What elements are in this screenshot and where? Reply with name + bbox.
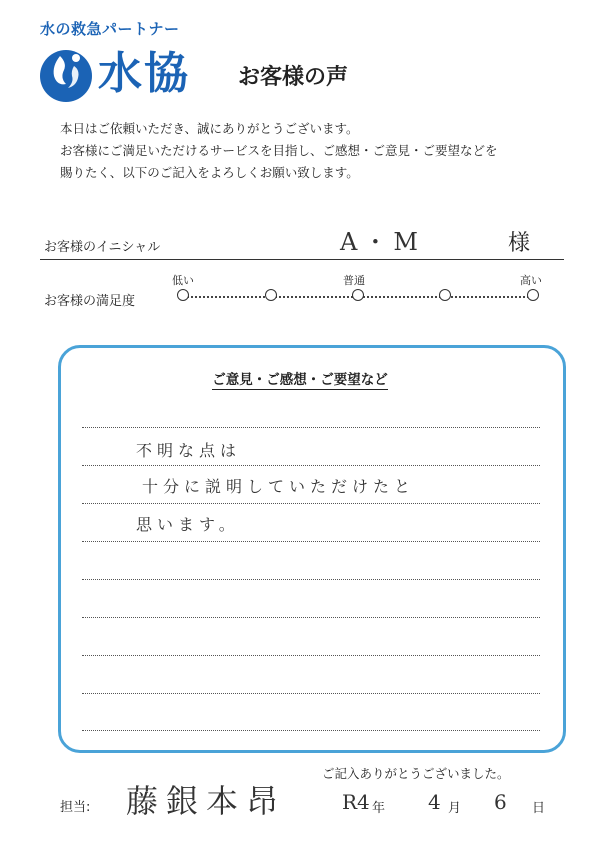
satisfaction-high-caption: 高い [520,274,542,287]
water-drop-logo-icon [38,44,94,104]
comment-rule [82,465,540,466]
satisfaction-option-3[interactable] [352,289,364,301]
comments-title [0,368,600,388]
staff-label: 担当: [60,800,91,815]
date-month-unit: 月 [448,801,462,816]
initials-suffix: 様 [508,231,531,256]
satisfaction-mid-caption: 普通 [343,274,365,287]
intro-line: お客様にご満足いただけるサービスを目指し、ご感想・ご意見・ご要望などを [60,143,498,158]
satisfaction-option-5[interactable] [527,289,539,301]
brand-logo-text: 水協 [98,48,190,99]
comment-rule [82,617,540,618]
satisfaction-option-1[interactable] [177,289,189,301]
comment-rule [82,503,540,504]
date-month-value: 4 [428,790,441,814]
comment-rule [82,730,540,731]
date-day-value: 6 [494,790,507,814]
date-year-unit: 年 [372,801,386,816]
initials-label: お客様のイニシャル [44,240,161,255]
comment-rule [82,579,540,580]
staff-name-handwritten: 藤銀本昂 [126,782,287,820]
comment-handwritten-line: 十分に説明していただけたと [142,477,416,496]
comment-rule [82,693,540,694]
comments-box [58,345,566,753]
intro-line: 賜りたく、以下のご記入をよろしくお願い致します。 [60,165,359,180]
comment-rule [82,541,540,542]
satisfaction-low-caption: 低い [172,274,194,287]
comment-rule [82,655,540,656]
comment-handwritten-line: 不明な点は [136,441,242,460]
comment-rule [82,427,540,428]
initials-value: A・M [340,228,424,256]
satisfaction-option-4[interactable] [439,289,451,301]
tagline: 水の救急パートナー [40,20,180,38]
comments-title-text: ご意見・ご感想・ご要望など [212,372,388,388]
intro-text [60,118,498,184]
comment-handwritten-line: 思います。 [136,515,240,534]
date-day-unit: 日 [532,801,546,816]
satisfaction-option-2[interactable] [265,289,277,301]
satisfaction-label: お客様の満足度 [44,294,136,309]
page-title: お客様の声 [238,65,349,90]
initials-underline [40,259,564,260]
date-year-value: R4 [342,790,370,814]
thank-you-text: ご記入ありがとうございました。 [322,766,510,781]
intro-line: 本日はご依頼いただき、誠にありがとうございます。 [60,121,359,136]
